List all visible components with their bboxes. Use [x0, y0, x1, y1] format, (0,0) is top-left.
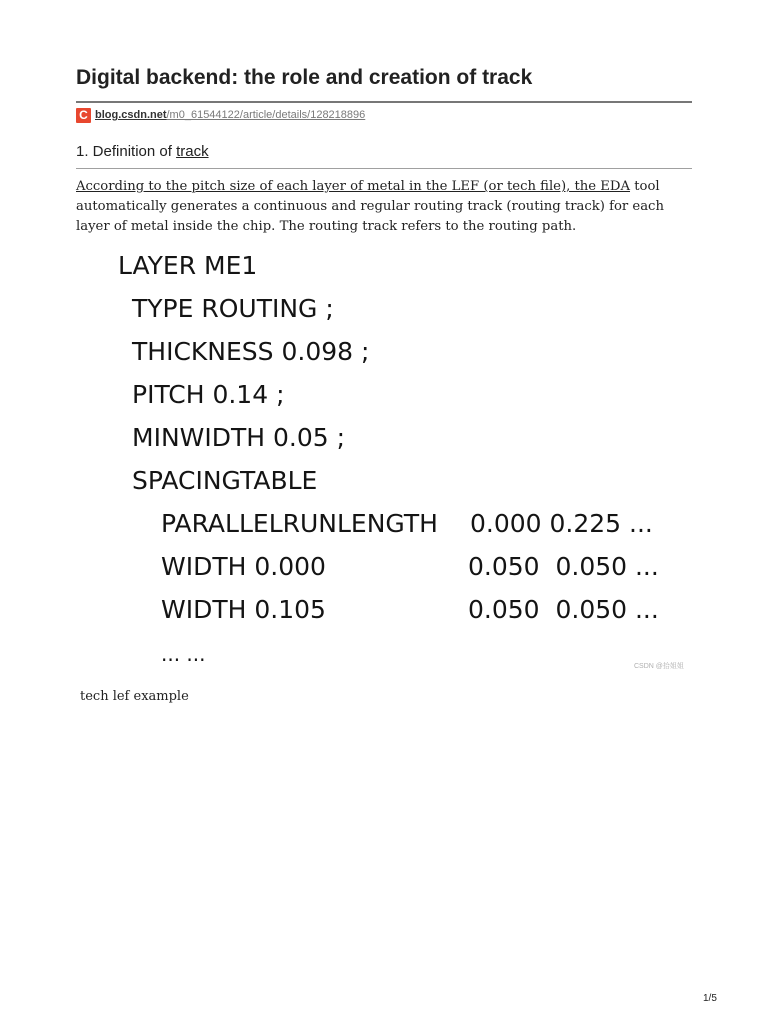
source-path[interactable]: /m0_61544122/article/details/128218896 — [166, 109, 366, 121]
section-heading — [76, 143, 209, 160]
code-line-width-2: WIDTH 0.105 — [161, 595, 326, 624]
track-link[interactable]: track — [176, 143, 209, 160]
page-number: 1/5 — [703, 993, 717, 1004]
article-title: Digital backend: the role and creation of track — [76, 66, 533, 89]
code-line-width-2-values: 0.050 0.050 ... — [468, 595, 659, 624]
code-line-type: TYPE ROUTING ; — [132, 294, 334, 323]
section-divider — [76, 168, 692, 169]
figure-watermark: CSDN @拾姐姐 — [634, 663, 684, 670]
code-line-spacingtable: SPACINGTABLE — [132, 466, 318, 495]
code-line-layer: LAYER ME1 — [118, 251, 258, 280]
code-line-width-1-values: 0.050 0.050 ... — [468, 552, 659, 581]
code-line-width-1: WIDTH 0.000 — [161, 552, 326, 581]
source-link[interactable] — [76, 107, 365, 123]
title-divider — [76, 101, 692, 103]
section-heading-prefix: 1. Definition of — [76, 143, 177, 160]
definition-paragraph — [76, 177, 696, 237]
code-line-ellipsis: ... ... — [161, 642, 206, 666]
code-line-parallelrunlength: PARALLELRUNLENGTH — [161, 509, 438, 538]
source-domain[interactable]: blog.csdn.net — [95, 109, 167, 121]
csdn-logo-icon: C — [76, 108, 91, 123]
figure-caption: tech lef example — [80, 689, 189, 704]
code-line-pitch: PITCH 0.14 ; — [132, 380, 285, 409]
paragraph-underlined-text[interactable]: According to the pitch size of each layer of metal in the LEF (or tech file), the EDA — [76, 179, 631, 194]
paragraph-text: tool automatically generates a continuous and regular routing track (routing track) for each layer of metal inside the chip. The routing track refers to the routing path. — [76, 179, 664, 234]
code-line-minwidth: MINWIDTH 0.05 ; — [132, 423, 346, 452]
code-line-thickness: THICKNESS 0.098 ; — [132, 337, 370, 366]
code-line-parallelrunlength-values: 0.000 0.225 ... — [470, 509, 653, 538]
